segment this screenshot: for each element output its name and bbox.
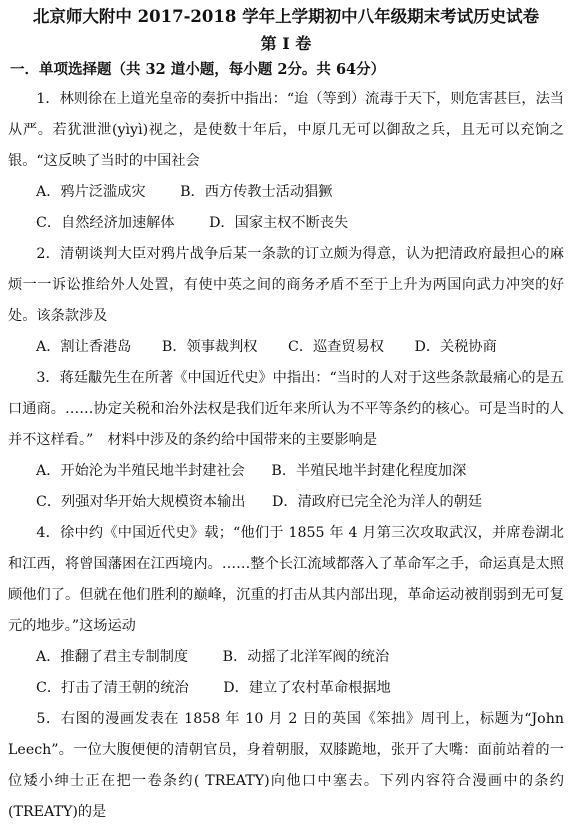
question-1-option-b: B．西方传教士活动猖獗 [180,184,333,200]
question-2-option-a: A．割让香港岛 [36,339,132,355]
question-1-options-row-1 [8,177,564,208]
question-5-stem: 5．右图的漫画发表在 1858 年 10 月 2 日的英国《笨拙》周刊上，标题为“John Leech”。一位大腹便便的清朝官员，身着朝服，双膝跪地，张开了大嘴：面前站着的一位矮小绅士正在把一卷条约( TREATY)向他口中塞去。下列内容符合漫画中的条约(TREATY)的是 [8,711,564,820]
question-3-options-row-1 [8,456,564,487]
question-1-option-d: D．国家主权不断丧失 [209,215,349,231]
question-1-option-a: A．鸦片泛滥成灾 [36,184,146,200]
question-2-options-row [8,332,564,363]
question-1-option-c: C．自然经济加速解体 [36,215,175,231]
question-4-option-c: C．打击了清王朝的统治 [36,680,189,696]
question-4-option-b: B．动摇了北洋军阀的统治 [222,649,390,665]
question-4-stem: 4．徐中约《中国近代史》载；“他们于 1855 年 4 月第三次攻取武汉，并席卷湖北和江西，将曾国藩困在江西境内。……整个长江流域都落入了革命军之手，命运真是太照顾他们了。但就在他们胜利的巅峰，沉重的打击从其内部出现，革命运动被削弱到无可复元的地步。”这场运动 [8,525,564,634]
question-3-stem: 3．蒋廷黻先生在所著《中国近代史》中指出：“当时的人对于这些条款最痛心的是五口通商。……协定关税和治外法权是我们近年来所认为不平等条约的核心。可是当时的人并不这样看。” 材料中涉及的条约给中国带来的主要影响是 [8,370,564,448]
question-4-option-a: A．推翻了君主专制制度 [36,649,189,665]
question-3-option-c: C．列强对华开始大规模资本输出 [36,494,246,510]
section-heading: 一．单项选择题（共 32 道小题，每小题 2分。共 64分） [10,61,386,78]
question-3-option-b: B．半殖民地半封建化程度加深 [271,463,467,479]
question-1-stem: 1．林则徐在上道光皇帝的奏折中指出：“迨（等到）流毒于天下，则危害甚巨，法当从严。若犹泄泄(yìyì)视之，是使数十年后，中原几无可以御敌之兵，且无可以充饷之银。“这反映了当时的中国社会 [8,91,564,169]
volume-heading: 第 I 卷 [260,34,312,53]
question-4-options-row-1 [8,642,564,673]
question-4-option-d: D．建立了农村革命根据地 [223,680,391,696]
question-1-options-row-2 [8,208,564,239]
question-3-option-d: D．清政府已完全沦为洋人的朝廷 [272,494,483,510]
question-3-option-a: A．开始沦为半殖民地半封建社会 [36,463,245,479]
question-2-option-d: D．关税协商 [414,339,497,355]
question-2-option-c: C．巡查贸易权 [287,339,384,355]
question-3-options-row-2 [8,487,564,518]
question-2-stem: 2．清朝谈判大臣对鸦片战争后某一条款的订立颇为得意，认为把清政府最担心的麻烦一一诉讼推给外人处置，有使中英之间的商务矛盾不至于上升为两国向武力冲突的好处。该条款涉及 [8,246,564,324]
question-4-options-row-2 [8,673,564,704]
exam-title: 北京师大附中 2017-2018 学年上学期初中八年级期末考试历史试卷 [32,7,540,26]
question-2-option-b: B．领事裁判权 [161,339,258,355]
